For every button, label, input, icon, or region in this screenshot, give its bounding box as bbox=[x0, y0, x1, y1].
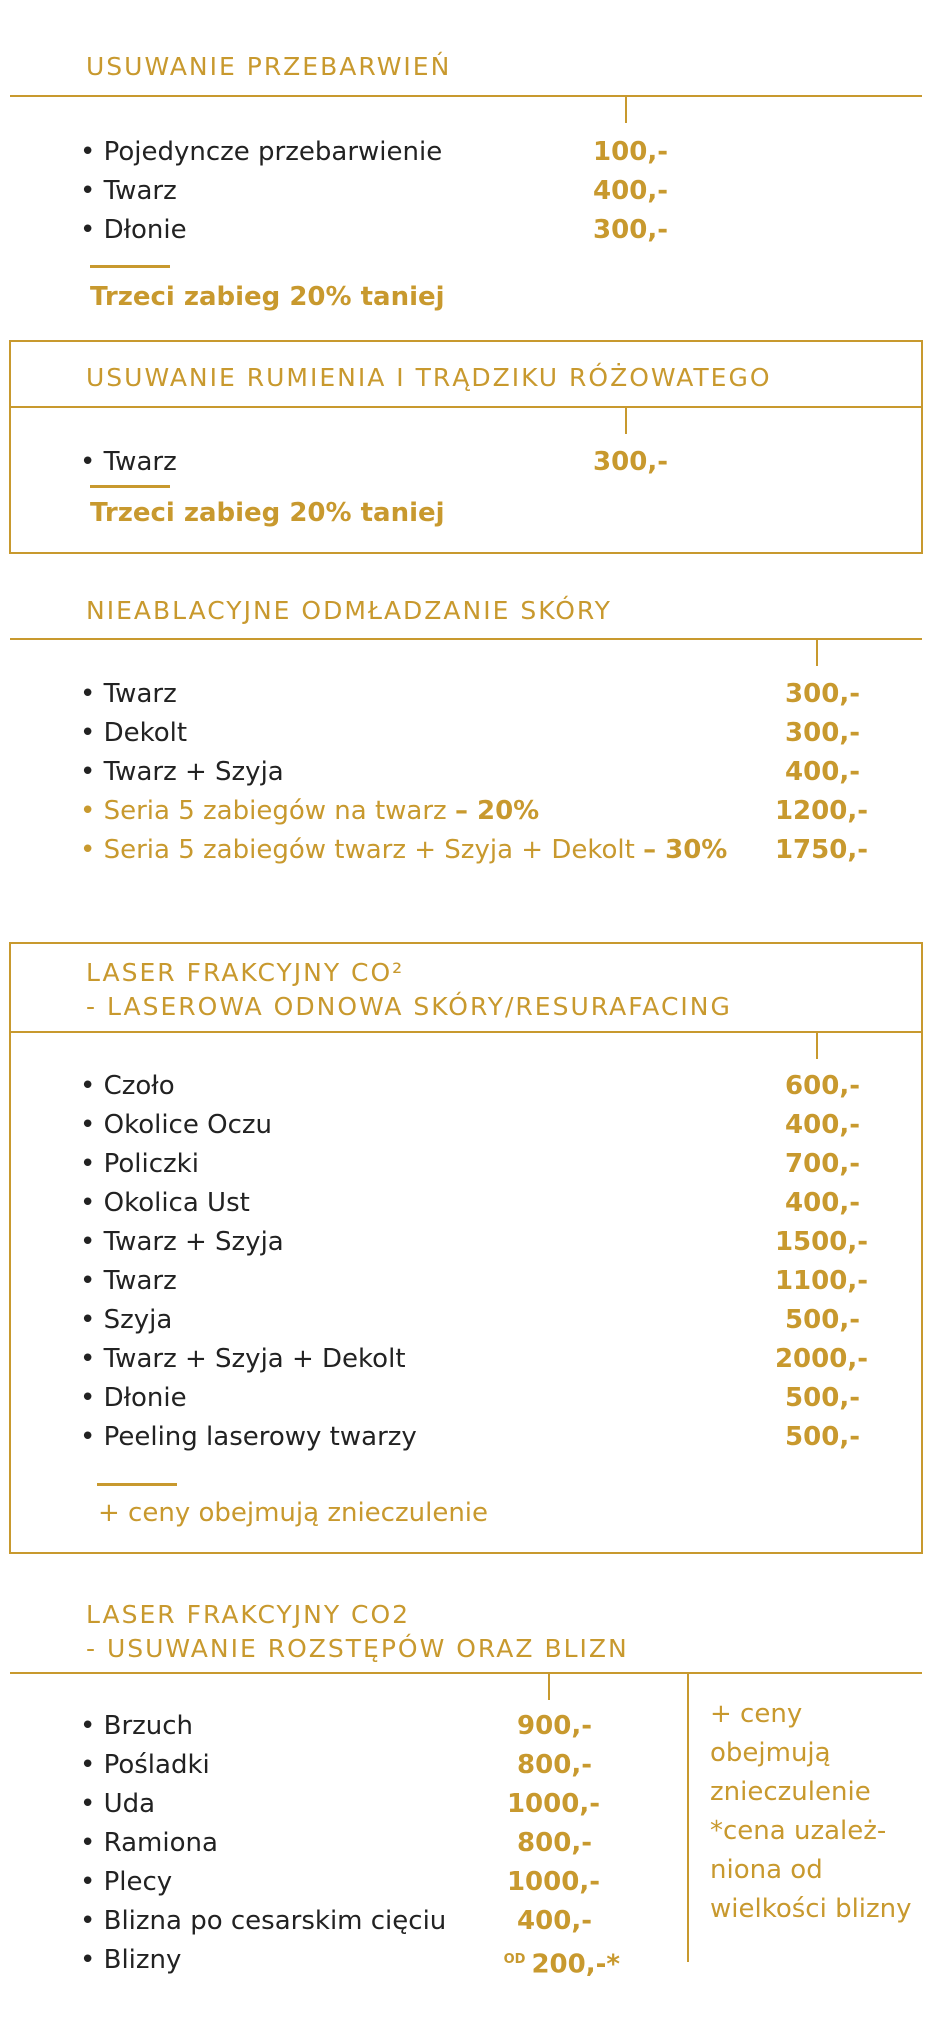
item-price: 1750,- bbox=[774, 835, 868, 865]
item-price: 800,- bbox=[517, 1750, 592, 1780]
section-title-line2: - LASEROWA ODNOWA SKÓRY/RESURAFACING bbox=[86, 992, 732, 1021]
section-title: USUWANIE PRZEBARWIEŃ bbox=[86, 52, 452, 81]
list-item: • Twarz + Szyja + Dekolt bbox=[80, 1344, 406, 1374]
item-price: 300,- bbox=[785, 679, 860, 709]
item-price: 1200,- bbox=[774, 796, 868, 826]
section-title-line2: - USUWANIE ROZSTĘPÓW ORAZ BLIZN bbox=[86, 1634, 629, 1663]
list-item: • Dłonie bbox=[80, 215, 187, 245]
item-price: 1500,- bbox=[774, 1227, 868, 1257]
list-item: • Brzuch bbox=[80, 1711, 194, 1741]
item-price: 1100,- bbox=[774, 1266, 868, 1296]
side-note-line: + ceny bbox=[710, 1699, 803, 1729]
list-item: • Twarz bbox=[80, 679, 177, 709]
item-price: 900,- bbox=[517, 1711, 592, 1741]
side-note-line: wielkości blizny bbox=[710, 1894, 912, 1924]
item-price bbox=[480, 1942, 620, 1983]
discount-label: – 30% bbox=[643, 835, 728, 865]
list-item: • Czoło bbox=[80, 1071, 175, 1101]
anesthesia-note: + ceny obejmują znieczulenie bbox=[98, 1498, 489, 1528]
list-item: • Twarz + Szyja bbox=[80, 1227, 284, 1257]
item-price: 500,- bbox=[785, 1422, 860, 1452]
item-price: 500,- bbox=[785, 1305, 860, 1335]
item-price: 700,- bbox=[785, 1149, 860, 1179]
discount-note: Trzeci zabieg 20% taniej bbox=[90, 498, 445, 528]
list-item: • Ramiona bbox=[80, 1828, 218, 1858]
list-item: • Szyja bbox=[80, 1305, 173, 1335]
note-divider bbox=[90, 265, 170, 268]
section-title-line1: LASER FRAKCYJNY CO2 bbox=[86, 1600, 411, 1629]
list-item: • Blizna po cesarskim cięciu bbox=[80, 1906, 447, 1936]
item-price: 2000,- bbox=[774, 1344, 868, 1374]
side-note-line: niona od bbox=[710, 1855, 823, 1885]
divider-tick bbox=[816, 1031, 818, 1059]
item-price: 400,- bbox=[517, 1906, 592, 1936]
divider bbox=[10, 638, 922, 640]
price-prefix: OD bbox=[503, 1952, 526, 1967]
list-item: • Uda bbox=[80, 1789, 156, 1819]
item-price: 300,- bbox=[785, 718, 860, 748]
list-item: • Twarz + Szyja bbox=[80, 757, 284, 787]
list-item: • Twarz bbox=[80, 176, 177, 206]
item-price: 400,- bbox=[785, 1188, 860, 1218]
divider-tick bbox=[625, 95, 627, 123]
section-title: USUWANIE RUMIENIA I TRĄDZIKU RÓŻOWATEGO bbox=[86, 363, 772, 392]
item-price: 1000,- bbox=[506, 1867, 600, 1897]
column-divider bbox=[687, 1672, 689, 1962]
price-value: 200,-* bbox=[531, 1949, 620, 1980]
side-note-line: *cena uzależ- bbox=[710, 1816, 887, 1846]
divider bbox=[10, 1672, 922, 1674]
item-label: • Seria 5 zabiegów twarz + Szyja + Dekolt bbox=[80, 835, 644, 865]
item-price: 300,- bbox=[593, 447, 668, 477]
list-item: • Peeling laserowy twarzy bbox=[80, 1422, 417, 1452]
side-note-line: znieczulenie bbox=[710, 1777, 871, 1807]
divider-tick bbox=[548, 1672, 550, 1700]
divider bbox=[10, 1031, 922, 1033]
discount-label: – 20% bbox=[454, 796, 540, 826]
note-divider bbox=[90, 485, 170, 488]
side-note bbox=[710, 1695, 920, 1929]
item-price: 400,- bbox=[785, 757, 860, 787]
list-item: • Pojedyncze przebarwienie bbox=[80, 137, 443, 167]
divider bbox=[10, 95, 922, 97]
item-price: 800,- bbox=[517, 1828, 592, 1858]
discount-note: Trzeci zabieg 20% taniej bbox=[90, 282, 445, 312]
note-divider bbox=[97, 1483, 177, 1486]
list-item: • Policzki bbox=[80, 1149, 199, 1179]
list-item: • Plecy bbox=[80, 1867, 173, 1897]
list-item: • Okolica Ust bbox=[80, 1188, 250, 1218]
list-item: • Okolice Oczu bbox=[80, 1110, 272, 1140]
list-item: • Blizny bbox=[80, 1945, 182, 1975]
item-price: 500,- bbox=[785, 1383, 860, 1413]
section-title: NIEABLACYJNE ODMŁADZANIE SKÓRY bbox=[86, 596, 612, 625]
side-note-line: obejmują bbox=[710, 1738, 831, 1768]
list-item: • Pośladki bbox=[80, 1750, 210, 1780]
list-item: • Twarz bbox=[80, 1266, 177, 1296]
list-item: • Twarz bbox=[80, 447, 177, 477]
list-item bbox=[80, 793, 539, 829]
item-price: 300,- bbox=[593, 215, 668, 245]
item-price: 100,- bbox=[593, 137, 668, 167]
item-price: 600,- bbox=[785, 1071, 860, 1101]
list-item bbox=[80, 832, 727, 868]
item-price: 400,- bbox=[785, 1110, 860, 1140]
item-price: 400,- bbox=[593, 176, 668, 206]
list-item: • Dłonie bbox=[80, 1383, 187, 1413]
section-title-line1: LASER FRAKCYJNY CO² bbox=[86, 958, 405, 987]
divider-tick bbox=[816, 638, 818, 666]
divider bbox=[10, 406, 922, 408]
item-price: 1000,- bbox=[506, 1789, 600, 1819]
divider-tick bbox=[625, 406, 627, 434]
list-item: • Dekolt bbox=[80, 718, 188, 748]
item-label: • Seria 5 zabiegów na twarz bbox=[80, 796, 455, 826]
